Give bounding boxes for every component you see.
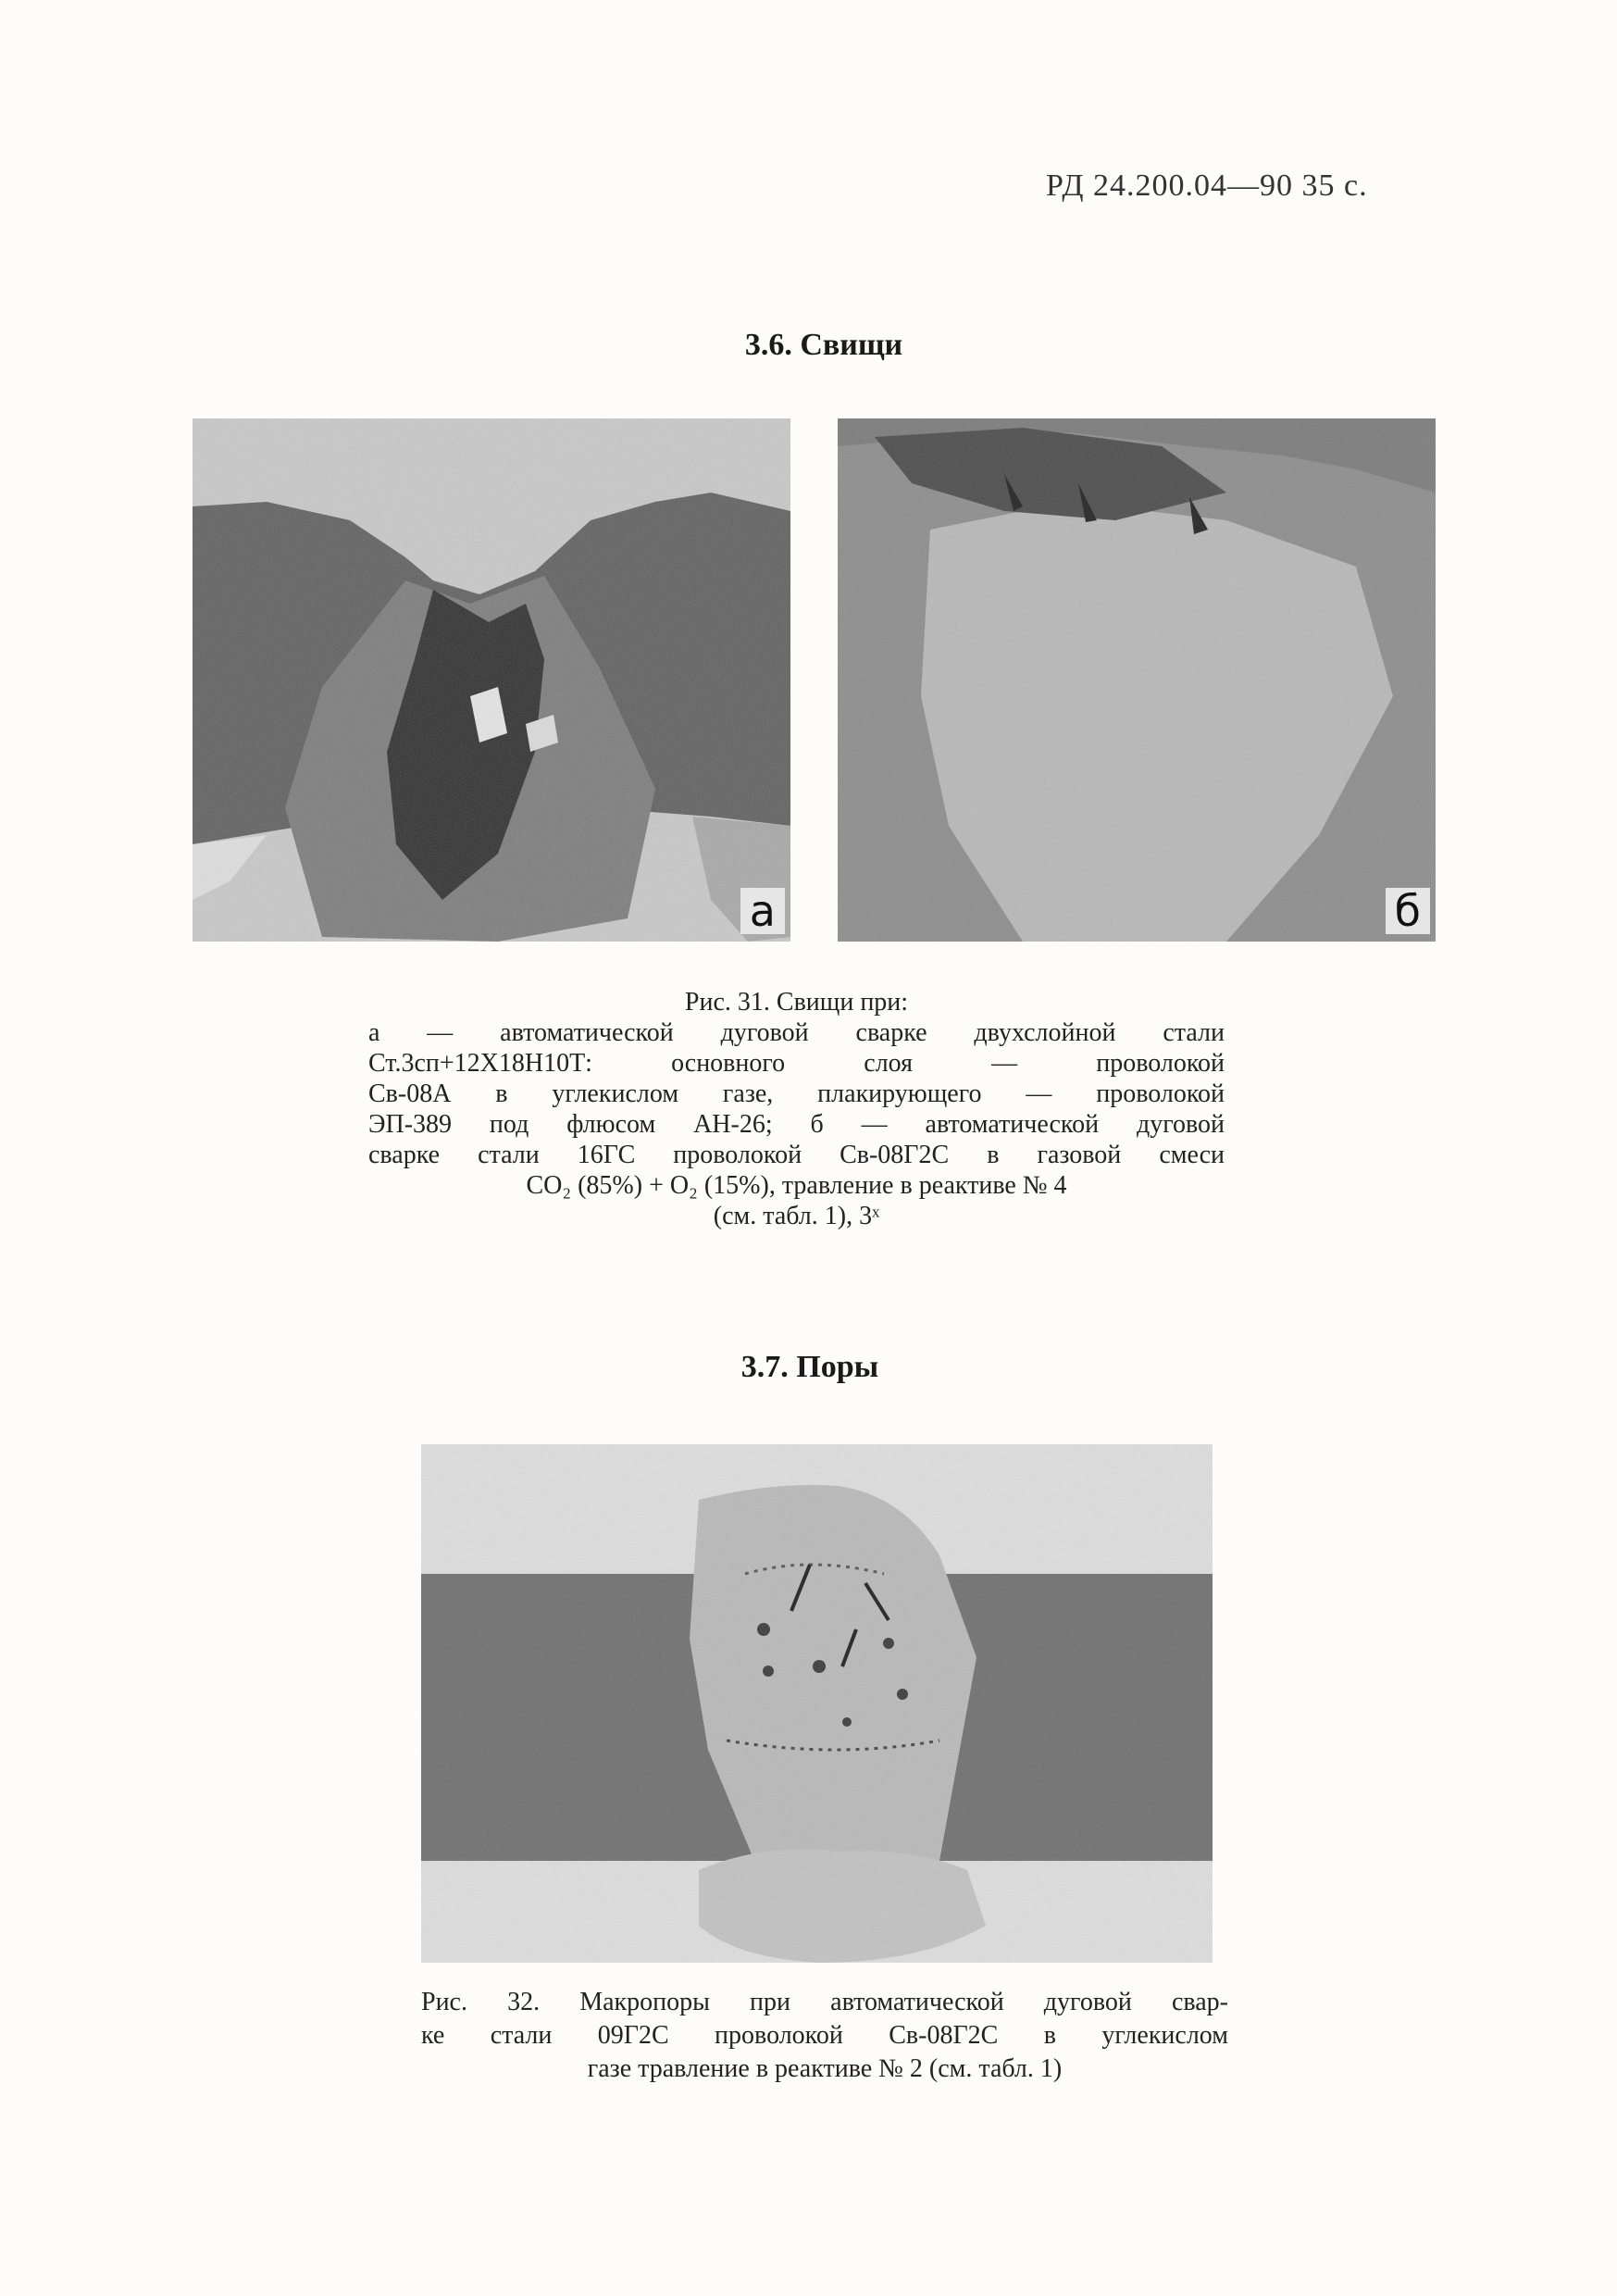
section-title-fistulas: 3.6. Свищи (744, 328, 903, 362)
caption-line: газе травление в реактиве № 2 (см. табл. 1) (587, 2054, 1063, 2083)
document-reference-header: РД 24.200.04—90 35 с. (1046, 168, 1368, 203)
figure-32-caption (421, 1986, 1228, 2086)
caption-line: ЭП-389 под флюсом АН-26; б — автоматической дуговой (368, 1110, 1225, 1139)
caption-line: сварке стали 16ГС проволокой Св-08Г2С в газовой смеси (368, 1141, 1225, 1169)
panel-label-b: б (1386, 888, 1430, 934)
caption-line: Рис. 32. Макропоры при автоматической дуговой свар- (421, 1988, 1228, 2016)
caption-line: Рис. 31. Свищи при: (684, 988, 909, 1017)
caption-line: а — автоматической дуговой сварке двухслойной стали (368, 1018, 1225, 1047)
section-title-pores: 3.7. Поры (740, 1350, 879, 1384)
caption-line: ке стали 09Г2С проволокой Св-08Г2С в углекислом (421, 2021, 1228, 2050)
caption-line: Св-08А в углекислом газе, плакирующего — проволокой (368, 1079, 1225, 1108)
caption-line: (см. табл. 1), 3ˣ (713, 1202, 880, 1230)
figure-31b-macrograph (838, 418, 1436, 942)
figure-32-macrograph (421, 1444, 1213, 1963)
figure-31-caption (368, 987, 1225, 1231)
caption-line: Ст.3сп+12Х18Н10Т: основного слоя — проволокой (368, 1049, 1225, 1078)
caption-line: CO₂ (85%) + O₂ (15%), травление в реактиве № 4 (526, 1171, 1067, 1200)
panel-label-a: а (740, 888, 785, 934)
figure-31a-macrograph (193, 418, 790, 942)
